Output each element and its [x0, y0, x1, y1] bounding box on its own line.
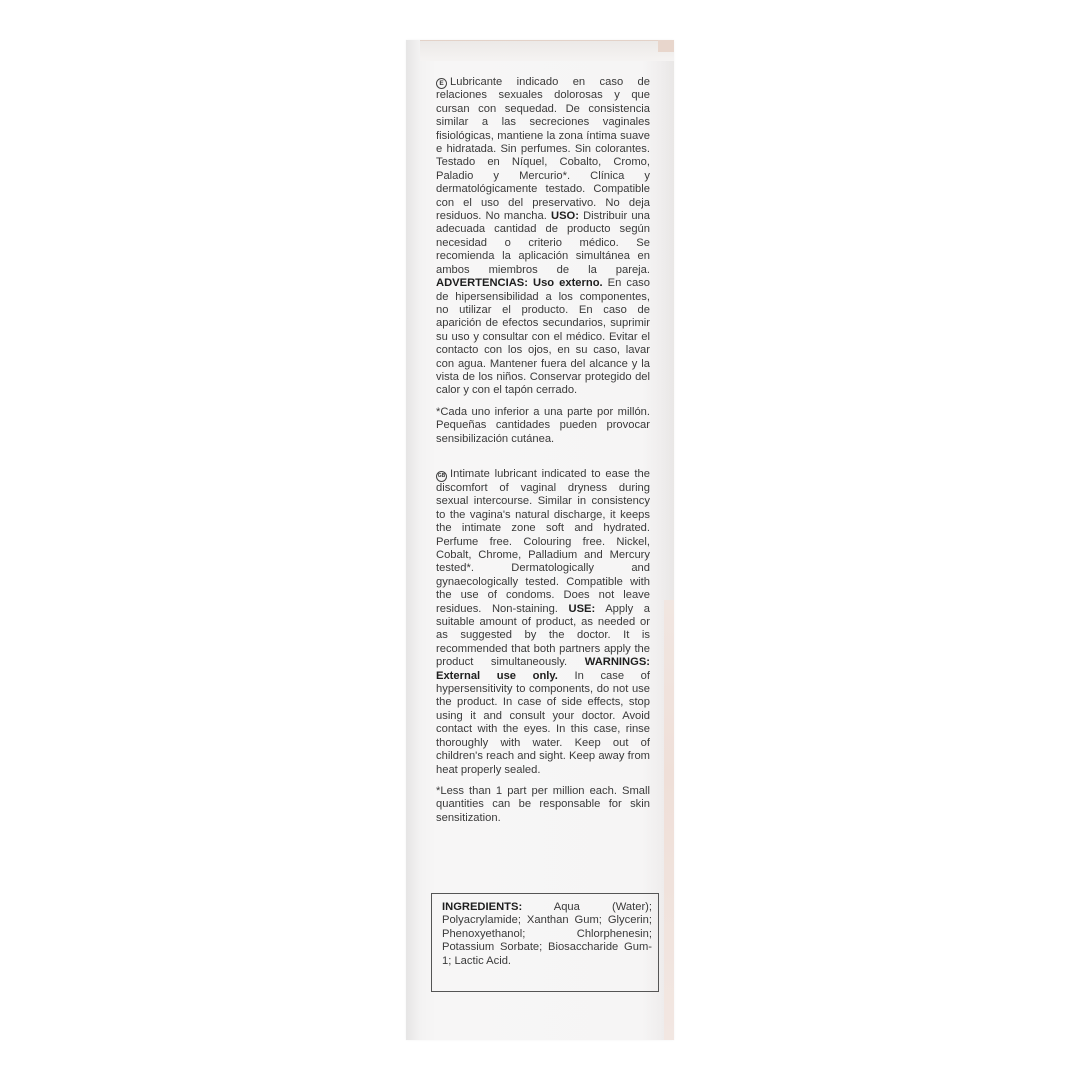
spanish-uso-text: Distribuir una adecuada cantidad de producto según necesidad o criterio médico. Se recomienda la aplicación simultánea en ambos miembros de la pareja.	[436, 210, 650, 276]
box-edge-accent	[658, 40, 674, 52]
spanish-section	[436, 76, 650, 398]
english-section	[436, 468, 650, 777]
english-warnings-label: WARNINGS: External use only.	[436, 656, 651, 682]
ingredients-label: INGREDIENTS:	[442, 901, 523, 913]
label-text	[436, 76, 650, 847]
spain-language-icon: E	[436, 78, 447, 89]
english-warnings-text: In case of hypersensitivity to components, do not use the product. In case of side effects, stop using it and consult your doctor. Avoid contact with the eyes. In this case, rinse thoroughly with water. Keep out of children's reach and sight. Keep away from heat properly sealed.	[436, 669, 651, 776]
spanish-footnote: *Cada uno inferior a una parte por millón. Pequeñas cantidades pueden provocar sensibilización cutánea.	[436, 405, 650, 445]
box-top-flap	[420, 40, 674, 61]
english-use-text: Apply a suitable amount of product, as needed or as suggested by the doctor. It is recommended that both partners apply the product simultaneously.	[436, 602, 650, 669]
english-intro: Intimate lubricant indicated to ease the discomfort of vaginal dryness during sexual intercourse. Similar in consistency to the vagina's natural discharge, it keeps the intimate zone soft and hydrated. Perfume free. Colouring free. Nickel, Cobalt, Chrome, Palladium and Mercury tested*. Dermatologically and gynaecologically tested. Compatible with the use of condoms. Does not leave residues. Non-staining.	[436, 467, 650, 615]
spanish-uso-label: USO:	[550, 210, 579, 223]
box-edge-pink	[664, 600, 674, 1040]
uk-language-icon: GB	[436, 471, 447, 482]
english-use-label: USE:	[568, 602, 596, 615]
ingredients-text: Aqua (Water); Polyacrylamide; Xanthan Gum; Glycerin; Phenoxyethanol; Chlorphenesin; Potassium Sorbate; Biosaccharide Gum-1; Lactic Acid.	[442, 901, 652, 967]
ingredients-box	[431, 893, 659, 992]
spanish-advertencias-text: En caso de hipersensibilidad a los componentes, no utilizar el producto. En caso de aparición de efectos secundarios, suprimir su uso y consultar con el médico. Evitar el contacto con los ojos, en su caso, lavar con agua. Mantener fuera del alcance y la vista de los niños. Conservar protegido del calor y con el tapón cerrado.	[436, 277, 650, 397]
spanish-intro: Lubricante indicado en caso de relaciones sexuales dolorosas y que cursan con sequedad. De consistencia similar a las secreciones vaginales fisiológicas, mantiene la zona íntima suave e hidratada. Sin perfumes. Sin colorantes. Testado en Níquel, Cobalto, Cromo, Paladio y Mercurio*. Clínica y dermatológicamente testado. Compatible con el uso del preservativo. No deja residuos. No mancha.	[436, 76, 650, 223]
english-footnote: *Less than 1 part per million each. Small quantities can be responsable for skin sensitization.	[436, 784, 650, 824]
spanish-advertencias-label: ADVERTENCIAS: Uso externo.	[436, 277, 603, 290]
